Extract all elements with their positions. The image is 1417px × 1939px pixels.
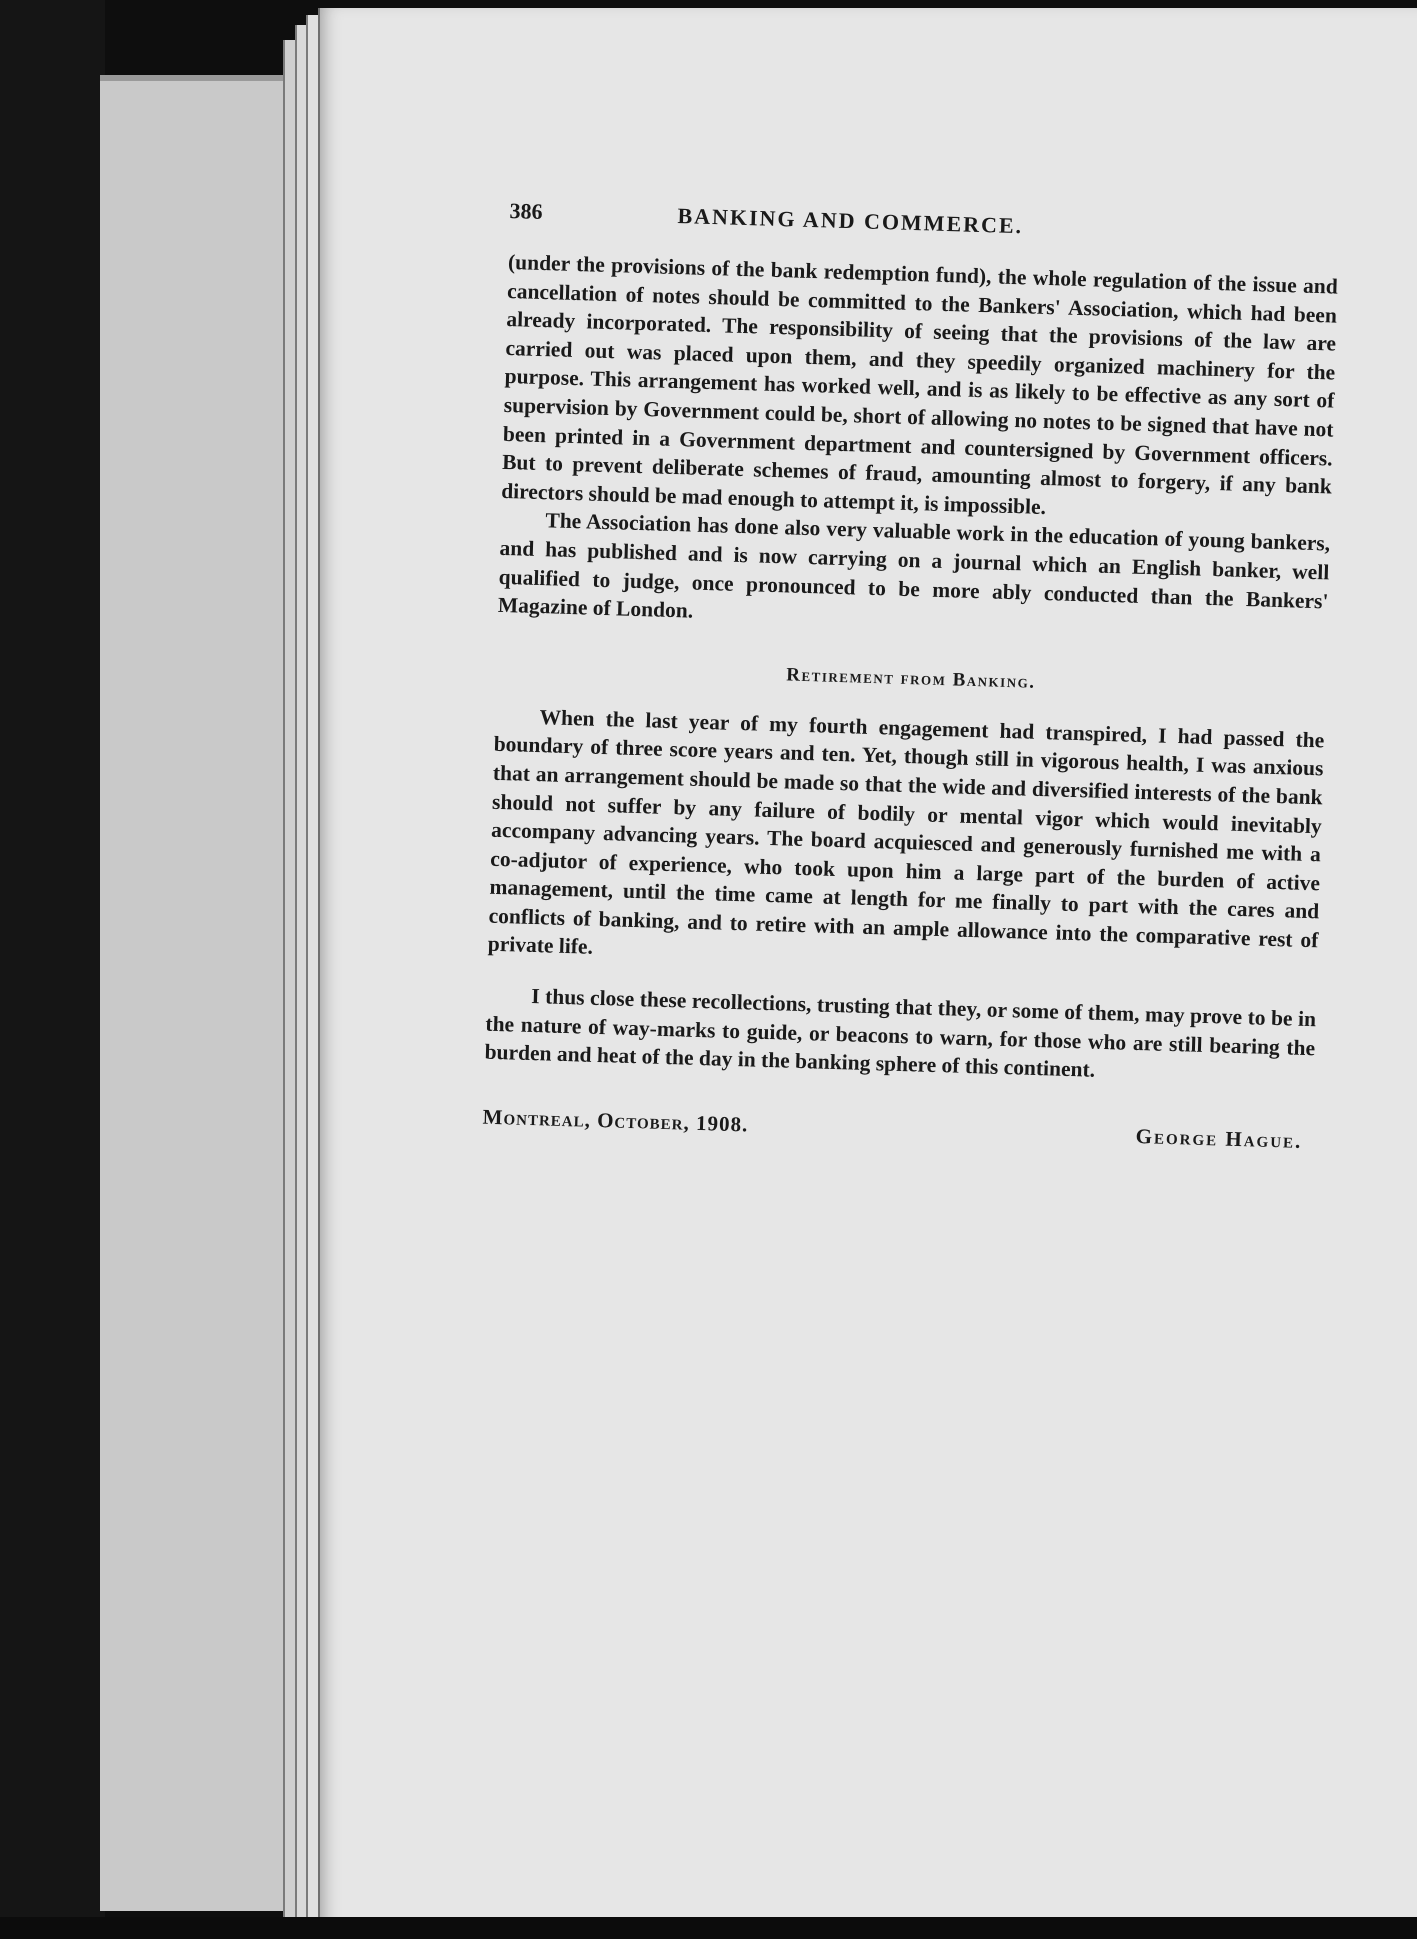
- paragraph-4: I thus close these recollections, trusting that they, or some of them, may prove to be in the nature of way-marks to guide, or beacons to warn, for those who are still bearing the burden and heat of the day in the banking sphere of this continent.: [484, 984, 1317, 1082]
- place-date: Montreal, October, 1908.: [482, 1104, 749, 1137]
- text-block: [482, 198, 1339, 1154]
- page-number: 386: [509, 198, 543, 224]
- section-heading: Retirement from Banking.: [786, 664, 1036, 693]
- signoff: [482, 1104, 1312, 1154]
- paragraph-2: The Association has done also very valuable work in the education of young bankers, and has published and is now carrying on a journal which an English banker, well qualified to judge, once pronounced to be more ably conducted than the Bankers' Magazine of London.: [497, 508, 1331, 623]
- running-head: BANKING AND COMMERCE.: [677, 202, 1024, 239]
- scan-bottom-border: [0, 1917, 1417, 1939]
- paragraph-3: When the last year of my fourth engagement had transpired, I had passed the boundary of three score years and ten. Yet, though still in vigorous health, I was anxious that an arrangement should be made so that the wide and diversified interests of the bank should not suffer by any failure of bodily or mental vigor which would inevitably accompany advancing years. The board acquiesced and generously furnished me with a co-adjutor of experience, who took upon him a large part of the burden of active management, until the time came at length for me finally to part with the cares and conflicts of banking, and to retire with an ample allowance into the comparative rest of private life.: [487, 704, 1325, 960]
- scan-left-border: [0, 0, 105, 1939]
- book-page: [318, 8, 1417, 1939]
- paragraph-1: (under the provisions of the bank redemption fund), the whole regulation of the issue and cancellation of notes should be committed to the Bankers' Association, which had been already incorporated. The responsibility of seeing that the provisions of the law are carried out was placed upon them, and they speedily organized machinery for the purpose. This arrangement has worked well, and is as likely to be effective as any sort of supervision by Government could be, short of allowing no notes to be signed that have not been printed in a Government department and countersigned by Government officers. But to prevent deliberate schemes of fraud, amounting almost to forgery, if any bank directors should be mad enough to attempt it, is impossible.: [500, 249, 1339, 519]
- author-signature: George Hague.: [1135, 1123, 1303, 1153]
